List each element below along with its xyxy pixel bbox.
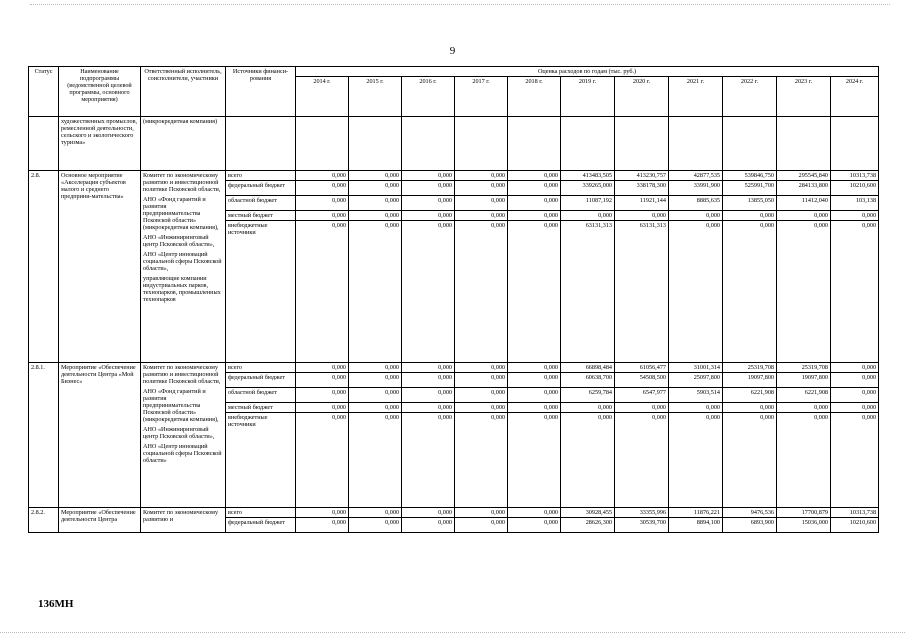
value-cell: 0,000 bbox=[455, 413, 508, 508]
value-cell: 0,000 bbox=[669, 221, 723, 363]
value-cell: 103,138 bbox=[831, 196, 879, 211]
activity-name: Основное мероприятие «Акселерация субъектов малого и среднего предприни-мательства» bbox=[59, 171, 141, 363]
header-year: 2021 г. bbox=[669, 77, 723, 117]
value-cell: 0,000 bbox=[455, 221, 508, 363]
header-year: 2019 г. bbox=[561, 77, 615, 117]
source-cell: федеральный бюджет bbox=[226, 518, 296, 533]
value-cell: 0,000 bbox=[508, 518, 561, 533]
value-cell: 6893,900 bbox=[723, 518, 777, 533]
value-cell: 0,000 bbox=[831, 211, 879, 221]
responsible-entry: АНО «Центр инноваций социальной сферы Псковской области», bbox=[143, 251, 222, 272]
header-year: 2016 г. bbox=[402, 77, 455, 117]
value-cell: 295545,840 bbox=[777, 171, 831, 181]
value-cell: 0,000 bbox=[777, 221, 831, 363]
value-cell: 61056,477 bbox=[615, 363, 669, 373]
value-cell: 19097,800 bbox=[723, 373, 777, 388]
value-cell: 0,000 bbox=[831, 403, 879, 413]
status-cell: 2.8. bbox=[29, 171, 59, 363]
value-cell: 0,000 bbox=[723, 403, 777, 413]
value-cell: 0,000 bbox=[402, 413, 455, 508]
value-cell: 10313,738 bbox=[831, 171, 879, 181]
source-cell: всего bbox=[226, 363, 296, 373]
value-cell: 0,000 bbox=[508, 221, 561, 363]
value-cell: 0,000 bbox=[723, 221, 777, 363]
responsible-entry: АНО «Фонд гарантий и развития предпринимательства Псковской области» (микрокредитная компания), bbox=[143, 196, 219, 231]
value-cell: 0,000 bbox=[402, 221, 455, 363]
value-cell: 30539,700 bbox=[615, 518, 669, 533]
responsible-entry: Комитет по экономическому развитию и инвестиционной политике Псковской области, bbox=[143, 172, 221, 193]
header-year: 2023 г. bbox=[777, 77, 831, 117]
continuation-row bbox=[29, 117, 879, 171]
value-cell: 0,000 bbox=[402, 508, 455, 518]
value-cell: 413483,505 bbox=[561, 171, 615, 181]
source-cell: федеральный бюджет bbox=[226, 373, 296, 388]
value-cell: 8894,100 bbox=[669, 518, 723, 533]
header-status: Статус bbox=[29, 67, 59, 117]
scan-edge-top bbox=[30, 4, 890, 5]
value-cell: 0,000 bbox=[402, 388, 455, 403]
responsible-cell bbox=[141, 171, 226, 363]
value-cell: 0,000 bbox=[296, 518, 349, 533]
continuation-status bbox=[29, 117, 59, 171]
value-cell: 15036,000 bbox=[777, 518, 831, 533]
value-cell: 0,000 bbox=[296, 211, 349, 221]
value-cell: 10210,600 bbox=[831, 518, 879, 533]
header-year: 2024 г. bbox=[831, 77, 879, 117]
value-cell: 0,000 bbox=[296, 196, 349, 211]
value-cell: 11921,144 bbox=[615, 196, 669, 211]
responsible-entry: АНО «Инжиниринговый центр Псковской области», bbox=[143, 426, 215, 440]
value-cell: 0,000 bbox=[777, 403, 831, 413]
value-cell: 0,000 bbox=[455, 181, 508, 196]
value-cell: 0,000 bbox=[615, 403, 669, 413]
value-cell: 0,000 bbox=[296, 221, 349, 363]
header-year: 2020 г. bbox=[615, 77, 669, 117]
value-cell: 0,000 bbox=[296, 373, 349, 388]
value-cell: 0,000 bbox=[508, 373, 561, 388]
funding-row bbox=[29, 508, 879, 518]
value-cell: 0,000 bbox=[349, 373, 402, 388]
value-cell: 0,000 bbox=[349, 363, 402, 373]
value-cell: 30928,455 bbox=[561, 508, 615, 518]
activity-name: Мероприятие «Обеспечение деятельности Центра «Мой Бизнес» bbox=[59, 363, 141, 508]
responsible-cell bbox=[141, 508, 226, 533]
value-cell: 0,000 bbox=[296, 403, 349, 413]
value-cell: 10210,600 bbox=[831, 181, 879, 196]
value-cell: 33991,900 bbox=[669, 181, 723, 196]
value-cell: 0,000 bbox=[508, 211, 561, 221]
value-cell: 11087,192 bbox=[561, 196, 615, 211]
value-cell: 11412,040 bbox=[777, 196, 831, 211]
value-cell: 0,000 bbox=[455, 373, 508, 388]
value-cell: 33355,996 bbox=[615, 508, 669, 518]
value-cell: 0,000 bbox=[402, 363, 455, 373]
value-cell: 284133,800 bbox=[777, 181, 831, 196]
responsible-entry: АНО «Фонд гарантий и развития предпринимательства Псковской области» (микрокредитная компания), bbox=[143, 388, 219, 423]
value-cell: 10313,738 bbox=[831, 508, 879, 518]
group-2-8 bbox=[29, 171, 879, 363]
value-cell: 0,000 bbox=[508, 196, 561, 211]
value-cell: 6221,908 bbox=[723, 388, 777, 403]
value-cell: 0,000 bbox=[777, 413, 831, 508]
value-cell: 0,000 bbox=[831, 388, 879, 403]
continuation-name: художественных промыслов, ремесленной деятельности, сельского и экологического туризма» bbox=[59, 117, 141, 171]
value-cell: 0,000 bbox=[723, 211, 777, 221]
value-cell: 0,000 bbox=[349, 508, 402, 518]
value-cell: 0,000 bbox=[455, 518, 508, 533]
responsible-cell bbox=[141, 363, 226, 508]
value-cell: 0,000 bbox=[455, 388, 508, 403]
source-cell: областной бюджет bbox=[226, 196, 296, 211]
source-cell: внебюджетные источники bbox=[226, 221, 296, 363]
value-cell: 0,000 bbox=[831, 413, 879, 508]
value-cell: 339265,000 bbox=[561, 181, 615, 196]
header-year: 2018 г. bbox=[508, 77, 561, 117]
value-cell: 0,000 bbox=[296, 388, 349, 403]
value-cell: 0,000 bbox=[296, 171, 349, 181]
footer-code: 136МН bbox=[38, 598, 74, 610]
value-cell: 13855,050 bbox=[723, 196, 777, 211]
value-cell: 19097,800 bbox=[777, 373, 831, 388]
value-cell: 0,000 bbox=[508, 403, 561, 413]
funding-row bbox=[29, 171, 879, 181]
value-cell: 0,000 bbox=[508, 388, 561, 403]
value-cell: 6221,908 bbox=[777, 388, 831, 403]
header-sources: Источники финанси-рования bbox=[226, 67, 296, 117]
value-cell: 525991,700 bbox=[723, 181, 777, 196]
value-cell: 0,000 bbox=[561, 211, 615, 221]
source-cell: местный бюджет bbox=[226, 211, 296, 221]
value-cell: 0,000 bbox=[349, 171, 402, 181]
value-cell: 0,000 bbox=[615, 211, 669, 221]
value-cell: 0,000 bbox=[508, 171, 561, 181]
value-cell: 0,000 bbox=[455, 171, 508, 181]
page-number: 9 bbox=[449, 45, 456, 57]
responsible-entry: АНО «Инжиниринговый центр Псковской области», bbox=[143, 234, 215, 248]
status-cell: 2.8.1. bbox=[29, 363, 59, 508]
value-cell: 25097,800 bbox=[669, 373, 723, 388]
value-cell: 0,000 bbox=[402, 196, 455, 211]
header-responsible: Ответственный исполнитель, соисполнители, участники bbox=[141, 67, 226, 117]
value-cell: 0,000 bbox=[349, 518, 402, 533]
value-cell: 0,000 bbox=[296, 413, 349, 508]
group-2-8-1 bbox=[29, 363, 879, 508]
value-cell: 6259,784 bbox=[561, 388, 615, 403]
value-cell: 539846,750 bbox=[723, 171, 777, 181]
value-cell: 0,000 bbox=[831, 373, 879, 388]
source-cell: местный бюджет bbox=[226, 403, 296, 413]
source-cell: областной бюджет bbox=[226, 388, 296, 403]
value-cell: 0,000 bbox=[561, 413, 615, 508]
continuation-responsible: (микрокредитная компания) bbox=[141, 117, 226, 171]
scan-edge-bottom bbox=[0, 632, 905, 633]
source-cell: всего bbox=[226, 508, 296, 518]
value-cell: 0,000 bbox=[349, 221, 402, 363]
value-cell: 9476,536 bbox=[723, 508, 777, 518]
responsible-entry: Комитет по экономическому развитию и bbox=[143, 509, 219, 523]
value-cell: 0,000 bbox=[296, 508, 349, 518]
value-cell: 25319,708 bbox=[777, 363, 831, 373]
value-cell: 54508,500 bbox=[615, 373, 669, 388]
value-cell: 0,000 bbox=[455, 363, 508, 373]
responsible-entry: управляющие компании индустриальных парков, технопарков, промышленных технопарков bbox=[143, 275, 221, 303]
value-cell: 0,000 bbox=[402, 518, 455, 533]
value-cell: 0,000 bbox=[669, 211, 723, 221]
value-cell: 17700,879 bbox=[777, 508, 831, 518]
header-name: Наименование подпрограммы (ведомственной целевой программы, основного мероприятия) bbox=[59, 67, 141, 117]
value-cell: 0,000 bbox=[349, 211, 402, 221]
value-cell: 0,000 bbox=[455, 211, 508, 221]
value-cell: 0,000 bbox=[508, 413, 561, 508]
value-cell: 0,000 bbox=[777, 211, 831, 221]
value-cell: 0,000 bbox=[349, 181, 402, 196]
header-year: 2017 г. bbox=[455, 77, 508, 117]
value-cell: 0,000 bbox=[349, 403, 402, 413]
value-cell: 0,000 bbox=[831, 363, 879, 373]
value-cell: 0,000 bbox=[349, 413, 402, 508]
value-cell: 63131,313 bbox=[561, 221, 615, 363]
value-cell: 0,000 bbox=[561, 403, 615, 413]
value-cell: 0,000 bbox=[508, 508, 561, 518]
value-cell: 0,000 bbox=[402, 403, 455, 413]
value-cell: 0,000 bbox=[402, 211, 455, 221]
value-cell: 0,000 bbox=[455, 508, 508, 518]
value-cell: 0,000 bbox=[831, 221, 879, 363]
header-year: 2014 г. bbox=[296, 77, 349, 117]
source-cell: внебюджетные источники bbox=[226, 413, 296, 508]
value-cell: 6547,977 bbox=[615, 388, 669, 403]
value-cell: 0,000 bbox=[455, 196, 508, 211]
value-cell: 31001,314 bbox=[669, 363, 723, 373]
header-year: 2015 г. bbox=[349, 77, 402, 117]
value-cell: 42877,535 bbox=[669, 171, 723, 181]
expenditure-table bbox=[28, 66, 879, 533]
value-cell: 11876,221 bbox=[669, 508, 723, 518]
source-cell: всего bbox=[226, 171, 296, 181]
value-cell: 0,000 bbox=[402, 171, 455, 181]
value-cell: 413230,757 bbox=[615, 171, 669, 181]
value-cell: 0,000 bbox=[402, 181, 455, 196]
value-cell: 0,000 bbox=[508, 181, 561, 196]
value-cell: 60638,700 bbox=[561, 373, 615, 388]
value-cell: 0,000 bbox=[508, 363, 561, 373]
value-cell: 0,000 bbox=[296, 363, 349, 373]
group-2-8-2 bbox=[29, 508, 879, 533]
value-cell: 0,000 bbox=[349, 388, 402, 403]
value-cell: 0,000 bbox=[349, 196, 402, 211]
funding-row bbox=[29, 363, 879, 373]
status-cell: 2.8.2. bbox=[29, 508, 59, 533]
value-cell: 8885,635 bbox=[669, 196, 723, 211]
header-estimate: Оценка расходов по годам (тыс. руб.) bbox=[296, 67, 879, 77]
value-cell: 0,000 bbox=[455, 403, 508, 413]
activity-name: Мероприятие «Обеспечение деятельности Центра bbox=[59, 508, 141, 533]
value-cell: 5903,514 bbox=[669, 388, 723, 403]
source-cell: федеральный бюджет bbox=[226, 181, 296, 196]
header-row-1 bbox=[29, 67, 879, 77]
responsible-entry: АНО «Центр инноваций социальной сферы Псковской области» bbox=[143, 443, 222, 464]
value-cell: 66898,484 bbox=[561, 363, 615, 373]
value-cell: 25319,708 bbox=[723, 363, 777, 373]
value-cell: 0,000 bbox=[669, 403, 723, 413]
value-cell: 0,000 bbox=[723, 413, 777, 508]
header-year: 2022 г. bbox=[723, 77, 777, 117]
value-cell: 28626,300 bbox=[561, 518, 615, 533]
value-cell: 63131,313 bbox=[615, 221, 669, 363]
value-cell: 0,000 bbox=[296, 181, 349, 196]
value-cell: 338178,300 bbox=[615, 181, 669, 196]
value-cell: 0,000 bbox=[402, 373, 455, 388]
responsible-entry: Комитет по экономическому развитию и инвестиционной политике Псковской области, bbox=[143, 364, 221, 385]
value-cell: 0,000 bbox=[669, 413, 723, 508]
value-cell: 0,000 bbox=[615, 413, 669, 508]
